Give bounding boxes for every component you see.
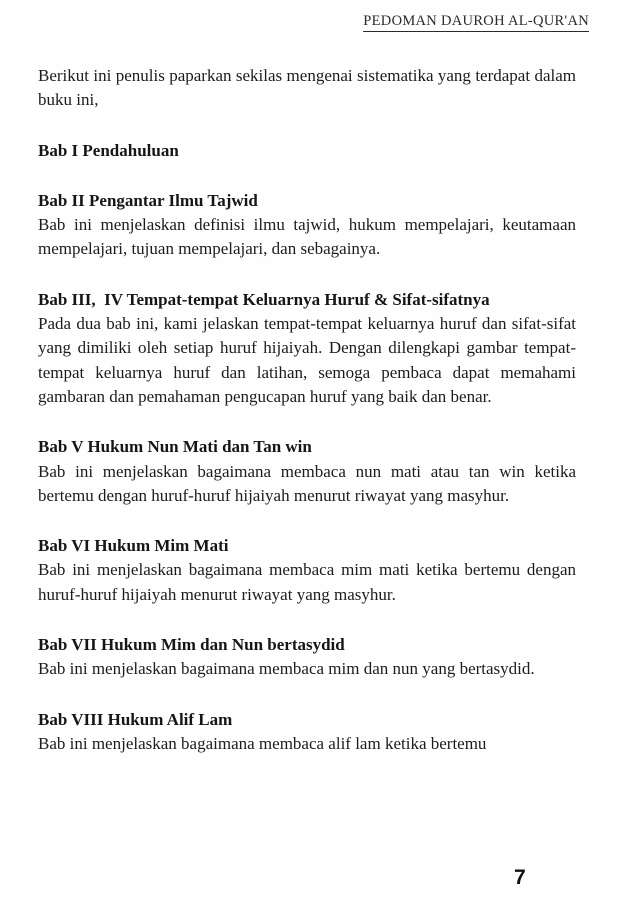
section-bab-7 <box>38 633 576 682</box>
page-number: 7 <box>514 866 526 889</box>
section-bab-3-4 <box>38 288 576 409</box>
section-heading: Bab V Hukum Nun Mati dan Tan win <box>38 437 312 457</box>
section-heading: Bab VIII Hukum Alif Lam <box>38 709 233 729</box>
section-body: Bab ini menjelaskan bagaimana membaca alif lam ketika bertemu <box>38 733 487 753</box>
section-bab-6 <box>38 534 576 607</box>
section-body: Bab ini menjelaskan definisi ilmu tajwid, hukum mempelajari, keutamaan mempelajari, tujuan mempelajari, dan sebagainya. <box>38 215 576 259</box>
section-heading: Bab II Pengantar Ilmu Tajwid <box>38 190 258 210</box>
section-heading: Bab VI Hukum Mim Mati <box>38 536 229 556</box>
section-bab-1 <box>38 139 576 163</box>
section-body: Bab ini menjelaskan bagaimana membaca mim dan nun yang bertasydid. <box>38 659 535 679</box>
section-bab-8 <box>38 708 576 757</box>
section-body: Bab ini menjelaskan bagaimana membaca nun mati atau tan win ketika bertemu dengan huruf-huruf hijaiyah menurut riwayat yang masyhur. <box>38 461 576 505</box>
section-bab-5 <box>38 435 576 508</box>
section-heading: Bab III, IV Tempat-tempat Keluarnya Huruf & Sifat-sifatnya <box>38 289 490 309</box>
section-body: Pada dua bab ini, kami jelaskan tempat-tempat keluarnya huruf dan sifat-sifat yang dimiliki oleh setiap huruf hijaiyah. Dengan dilengkapi gambar tempat-tempat keluarnya huruf dan latihan, semoga pembaca dapat memahami gambaran dan pemahaman pengucapan huruf yang baik dan benar. <box>38 314 576 406</box>
page-content <box>38 64 576 782</box>
running-header-title: PEDOMAN DAUROH AL-QUR'AN <box>363 13 589 32</box>
section-heading: Bab VII Hukum Mim dan Nun bertasydid <box>38 635 345 655</box>
section-body: Bab ini menjelaskan bagaimana membaca mim mati ketika bertemu dengan huruf-huruf hijaiyah menurut riwayat yang masyhur. <box>38 560 576 604</box>
section-bab-2 <box>38 189 576 262</box>
section-heading: Bab I Pendahuluan <box>38 140 179 160</box>
intro-paragraph: Berikut ini penulis paparkan sekilas mengenai sistematika yang terdapat dalam buku ini, <box>38 66 576 110</box>
running-header <box>363 13 589 32</box>
